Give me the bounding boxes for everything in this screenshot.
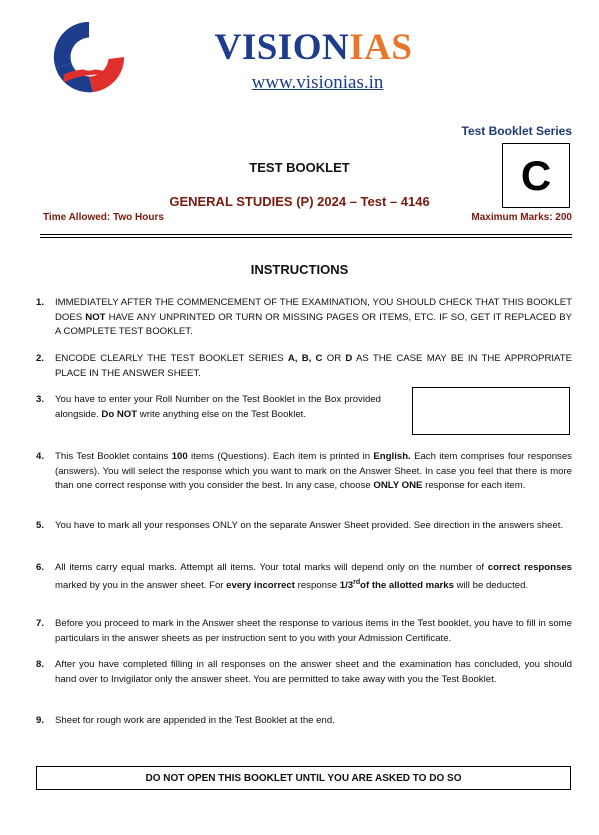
brand-vision: VISION (214, 27, 350, 68)
instruction-text: After you have completed filling in all responses on the answer sheet and the examination has concluded, you should hand over to Invigilator only the answer sheet. You are permitted to take away with you the Test Booklet. (55, 659, 572, 685)
instruction-item (36, 352, 572, 381)
instruction-number: 6. (36, 562, 45, 573)
divider (40, 234, 572, 235)
instruction-number: 4. (36, 451, 45, 462)
instructions-heading: INSTRUCTIONS (250, 262, 349, 277)
instruction-item (36, 714, 572, 729)
instruction-number: 9. (36, 715, 45, 726)
instruction-item (36, 519, 572, 534)
instruction-item (36, 393, 381, 422)
instruction-item (36, 658, 572, 687)
instruction-text: You have to enter your Roll Number on the Test Booklet in the Box provided alongside. Do NOT write anything else on the Test Booklet. (55, 394, 381, 420)
instruction-number: 2. (36, 353, 45, 364)
time-allowed: Time Allowed: Two Hours (43, 212, 164, 223)
roll-number-box[interactable] (412, 387, 570, 435)
instruction-text: Before you proceed to mark in the Answer sheet the response to various items in the Test booklet, you have to fill in some particulars in the answer sheets as per instruction sent to you with your Admission Certificate. (55, 618, 572, 644)
instruction-number: 1. (36, 297, 45, 308)
instruction-text: ENCODE CLEARLY THE TEST BOOKLET SERIES A, B, C OR D AS THE CASE MAY BE IN THE APPROPRIATE PLACE IN THE ANSWER SHEET. (55, 353, 572, 379)
brand-ias: IAS (349, 27, 413, 68)
website-link[interactable]: www.visionias.in (251, 72, 384, 93)
instruction-item (36, 450, 572, 494)
instruction-text: All items carry equal marks. Attempt all items. Your total marks will depend only on the number of correct responses marked by you in the answer sheet. For every incorrect response 1/3rdof the allotted marks will be deducted. (55, 562, 573, 591)
instruction-number: 8. (36, 659, 45, 670)
instruction-number: 7. (36, 618, 45, 629)
instruction-text: This Test Booklet contains 100 items (Questions). Each item is printed in English. Each item comprises four responses (answers). You will select the response which you want to mark on the Answer Sheet. In case you feel that there is more than one correct response with you consider the best. In any case, choose ONLY ONE response for each item. (55, 451, 572, 492)
booklet-title: TEST BOOKLET (249, 160, 350, 175)
series-letter-box: C (502, 143, 570, 208)
brand-name (0, 28, 599, 68)
divider (40, 237, 572, 238)
instruction-text: Sheet for rough work are appended in the Test Booklet at the end. (55, 715, 335, 726)
series-label: Test Booklet Series (461, 124, 572, 138)
instruction-number: 5. (36, 520, 45, 531)
exam-title: GENERAL STUDIES (P) 2024 – Test – 4146 (169, 194, 430, 209)
instruction-item (36, 617, 572, 646)
maximum-marks: Maximum Marks: 200 (471, 212, 572, 223)
footer-notice: DO NOT OPEN THIS BOOKLET UNTIL YOU ARE ASKED TO DO SO (36, 766, 571, 790)
instruction-text: You have to mark all your responses ONLY on the separate Answer Sheet provided. See direction in the answers sheet. (55, 520, 564, 531)
instruction-text: IMMEDIATELY AFTER THE COMMENCEMENT OF THE EXAMINATION, YOU SHOULD CHECK THAT THIS BOOKLET DOES NOT HAVE ANY UNPRINTED OR TURN OR MISSING PAGES OR ITEMS, ETC. IF SO, GET IT REPLACED BY A COMPLETE TEST BOOKLET. (55, 297, 572, 338)
instruction-item (36, 296, 572, 340)
instruction-item (36, 561, 572, 593)
instruction-number: 3. (36, 394, 45, 405)
